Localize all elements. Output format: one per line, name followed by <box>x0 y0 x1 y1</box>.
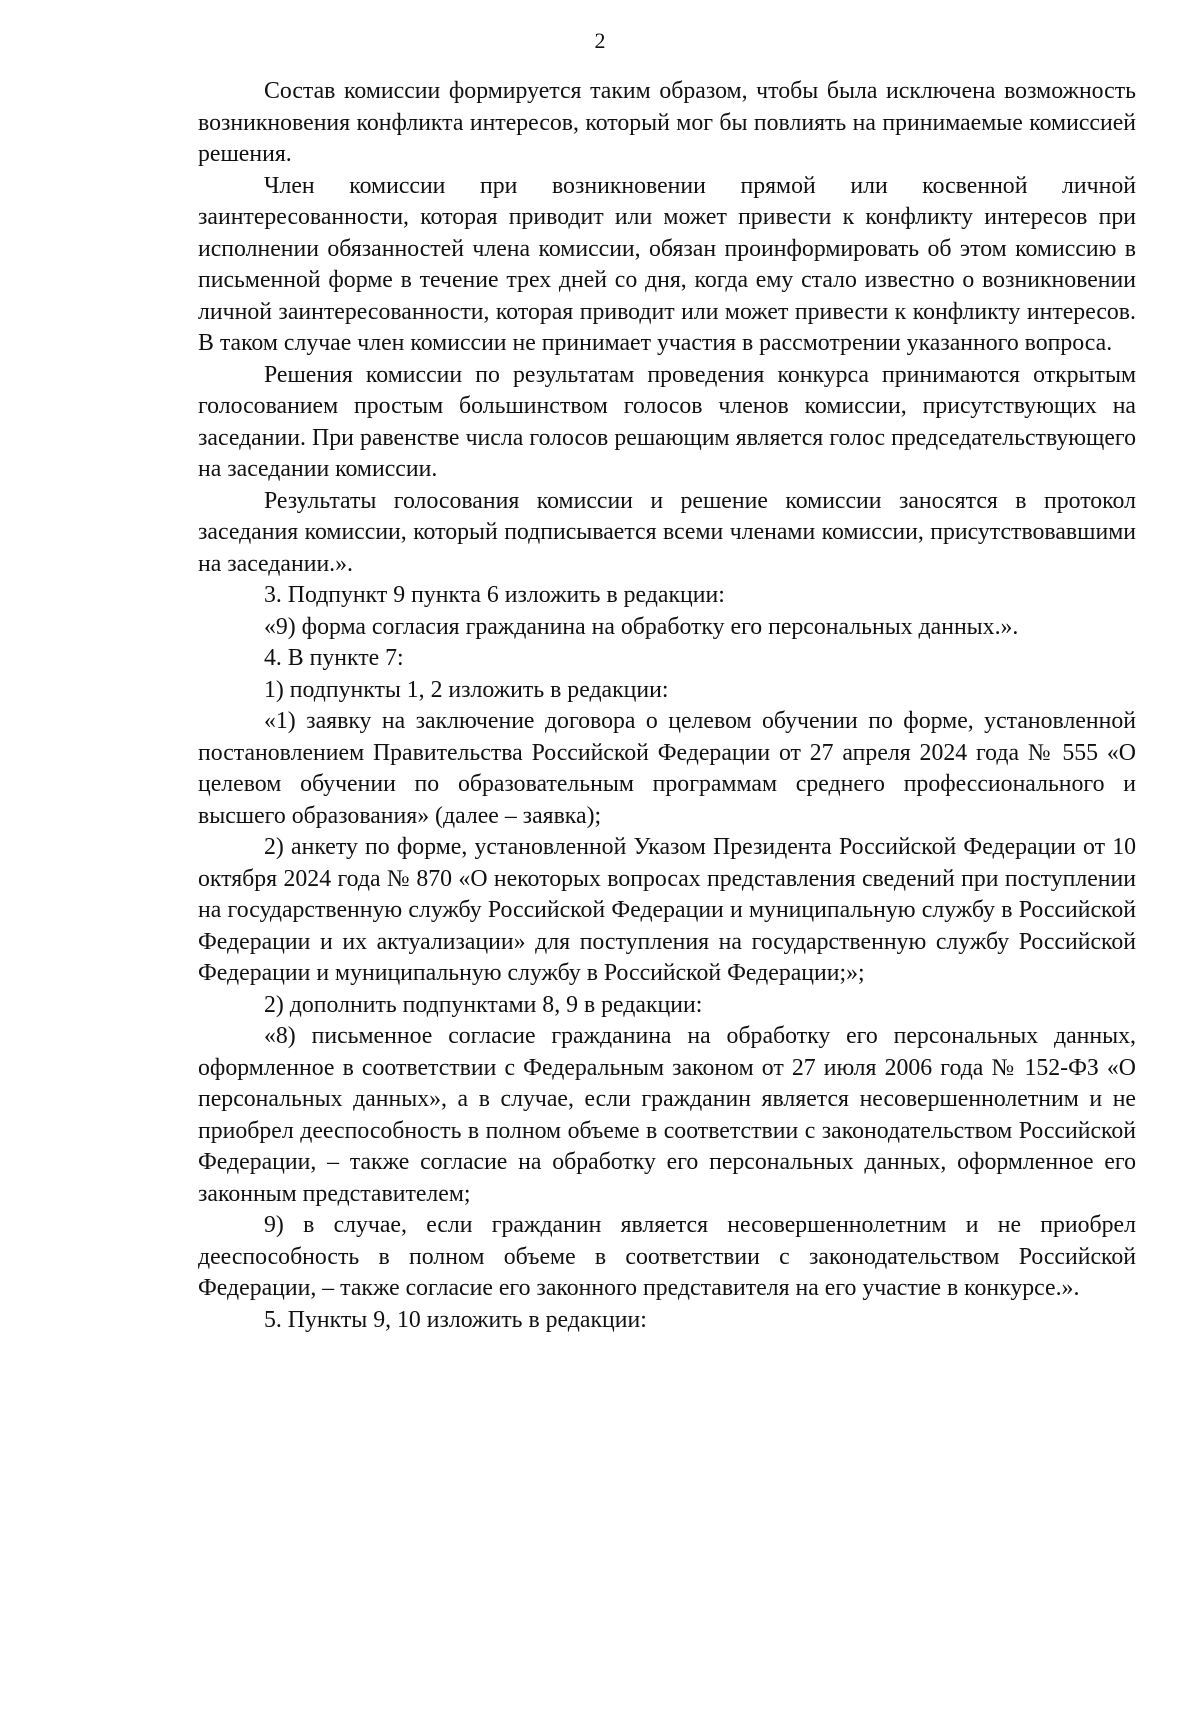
paragraph-item-4-sub-2: 2) дополнить подпунктами 8, 9 в редакции: <box>264 991 703 1018</box>
paragraph-application: «1) заявку на заключение договора о целевом обучении по форме, установленной постановлением Правительства Российской Федерации от 27 апреля 2024 года № 555 «О целевом обучении по образовательным программам среднего профессионального и высшего образования» (далее – заявка); <box>198 708 1136 829</box>
paragraph-commission-composition: Состав комиссии формируется таким образом, чтобы была исключена возможность возникновения конфликта интересов, который мог бы повлиять на принимаемые комиссией решения. <box>198 78 1136 167</box>
paragraph-item-3-sub-9: «9) форма согласия гражданина на обработку его персональных данных.». <box>264 613 1019 640</box>
paragraph-voting-protocol: Результаты голосования комиссии и решение комиссии заносятся в протокол заседания комиссии, который подписывается всеми членами комиссии, присутствовавшими на заседании.». <box>198 487 1136 577</box>
paragraph-item-5: 5. Пункты 9, 10 изложить в редакции: <box>264 1306 647 1333</box>
paragraph-consent-representative: 9) в случае, если гражданин является несовершеннолетним и не приобрел дееспособность в полном объеме в соответствии с законодательством Российской Федерации, – также согласие его законного представителя на его участие в конкурсе.». <box>198 1212 1136 1301</box>
paragraph-questionnaire: 2) анкету по форме, установленной Указом Президента Российской Федерации от 10 октября 2024 года № 870 «О некоторых вопросах представления сведений при поступлении на государственную службу Российской Федерации и муниципальную службу в Российской Федерации и их актуализации» для поступления на государственную службу Российской Федерации и муниципальную службу в Российской Федерации;»; <box>198 834 1136 986</box>
paragraph-item-3: 3. Подпункт 9 пункта 6 изложить в редакции: <box>264 582 725 608</box>
page-number: 2 <box>594 28 606 53</box>
paragraph-consent-personal-data: «8) письменное согласие гражданина на обработку его персональных данных, оформленное в соответствии с Федеральным законом от 27 июля 2006 года № 152-ФЗ «О персональных данных», а в случае, если гражданин является несовершеннолетним и не приобрел дееспособность в полном объеме в соответствии с законодательством Российской Федерации, – также согласие на обработку его персональных данных, оформленное его законным представителем; <box>198 1023 1136 1207</box>
paragraph-item-4-sub-1: 1) подпункты 1, 2 изложить в редакции: <box>264 676 669 703</box>
paragraph-voting-decisions: Решения комиссии по результатам проведения конкурса принимаются открытым голосованием простым большинством голосов членов комиссии, присутствующих на заседании. При равенстве числа голосов решающим является голос председательствующего на заседании комиссии. <box>198 361 1136 482</box>
paragraph-conflict-of-interest: Член комиссии при возникновении прямой или косвенной личной заинтересованности, которая приводит или может привести к конфликту интересов при исполнении обязанностей члена комиссии, обязан проинформировать об этом комиссию в письменной форме в течение трех дней со дня, когда ему стало известно о возникновении личной заинтересованности, которая приводит или может привести к конфликту интересов. В таком случае член комиссии не принимает участия в рассмотрении указанного вопроса. <box>198 172 1136 356</box>
paragraph-item-4: 4. В пункте 7: <box>264 645 404 671</box>
